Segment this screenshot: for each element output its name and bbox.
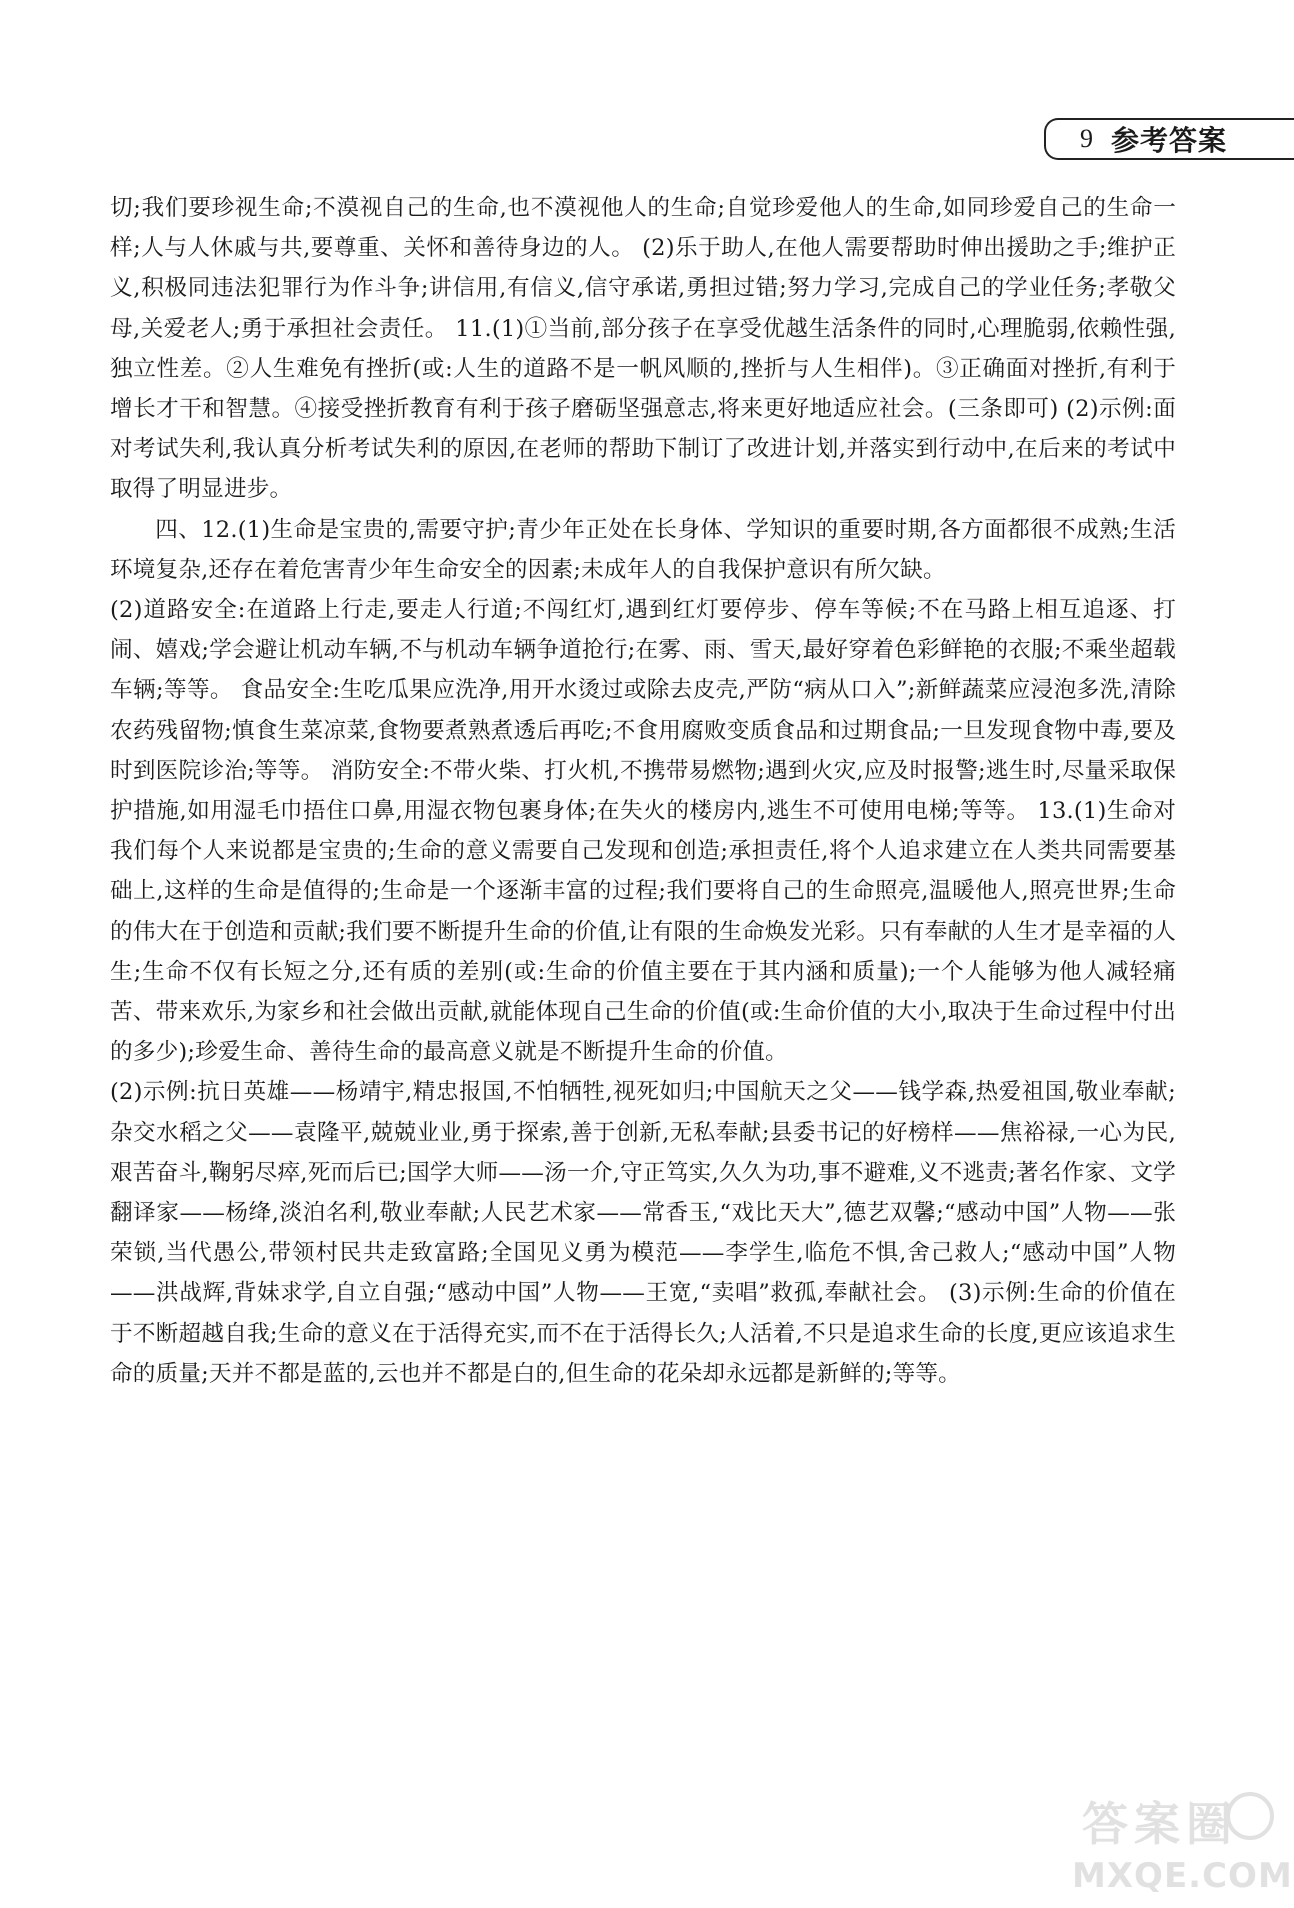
page-header-tab xyxy=(1044,118,1294,160)
watermark-top-text: 答案圈 xyxy=(1082,1797,1238,1851)
watermark-circle-icon xyxy=(1226,1792,1274,1840)
paragraph-continued-answers: 切;我们要珍视生命;不漠视自己的生命,也不漠视他人的生命;自觉珍爱他人的生命,如同珍爱自己的生命一样;人与人休戚与共,要尊重、关怀和善待身边的人。 (2)乐于助人,在他人需要帮助时伸出援助之手;维护正义,积极同违法犯罪行为作斗争;讲信用,有信义,信守承诺,勇担过错;努力学习,完成自己的学业任务;孝敬父母,关爱老人;勇于承担社会责任。 11.(1)①当前,部分孩子在享受优越生活条件的同时,心理脆弱,依赖性强,独立性差。②人生难免有挫折(或:人生的道路不是一帆风顺的,挫折与人生相伴)。③正确面对挫折,有利于增长才干和智慧。④接受挫折教育有利于孩子磨砺坚强意志,将来更好地适应社会。(三条即可) (2)示例:面对考试失利,我认真分析考试失利的原因,在老师的帮助下制订了改进计划,并落实到行动中,在后来的考试中取得了明显进步。 xyxy=(110,195,1176,503)
paragraph-question-12-part-2-and-13: (2)道路安全:在道路上行走,要走人行道;不闯红灯,遇到红灯要停步、停车等候;不在马路上相互追逐、打闹、嬉戏;学会避让机动车辆,不与机动车辆争道抢行;在雾、雨、雪天,最好穿着色彩鲜艳的衣服;不乘坐超载车辆;等等。 食品安全:生吃瓜果应洗净,用开水烫过或除去皮壳,严防“病从口入”;新鲜蔬菜应浸泡多洗,清除农药残留物;慎食生菜凉菜,食物要煮熟煮透后再吃;不食用腐败变质食品和过期食品;一旦发现食物中毒,要及时到医院诊治;等等。 消防安全:不带火柴、打火机,不携带易燃物;遇到火灾,应及时报警;逃生时,尽量采取保护措施,如用湿毛巾捂住口鼻,用湿衣物包裹身体;在失火的楼房内,逃生不可使用电梯;等等。 13.(1)生命对我们每个人来说都是宝贵的;生命的意义需要自己发现和创造;承担责任,将个人追求建立在人类共同需要基础上,这样的生命是值得的;生命是一个逐渐丰富的过程;我们要将自己的生命照亮,温暖他人,照亮世界;生命的伟大在于创造和贡献;我们要不断提升生命的价值,让有限的生命焕发光彩。只有奉献的人生才是幸福的人生;生命不仅有长短之分,还有质的差别(或:生命的价值主要在于其内涵和质量);一个人能够为他人减轻痛苦、带来欢乐,为家乡和社会做出贡献,就能体现自己生命的价值(或:生命价值的大小,取决于生命过程中付出的多少);珍爱生命、善待生命的最高意义就是不断提升生命的价值。 xyxy=(110,597,1176,1066)
paragraph-question-13-examples: (2)示例:抗日英雄——杨靖宇,精忠报国,不怕牺牲,视死如归;中国航天之父——钱学森,热爱祖国,敬业奉献;杂交水稻之父——袁隆平,兢兢业业,勇于探索,善于创新,无私奉献;县委书记的好榜样——焦裕禄,一心为民,艰苦奋斗,鞠躬尽瘁,死而后已;国学大师——汤一介,守正笃实,久久为功,事不避难,义不逃责;著名作家、文学翻译家——杨绛,淡泊名利,敬业奉献;人民艺术家——常香玉,“戏比天大”,德艺双馨;“感动中国”人物——张荣锁,当代愚公,带领村民共走致富路;全国见义勇为模范——李学生,临危不惧,舍己救人;“感动中国”人物——洪战辉,背妹求学,自立自强;“感动中国”人物——王宽,“卖唱”救孤,奉献社会。 (3)示例:生命的价值在于不断超越自我;生命的意义在于活得充实,而不在于活得长久;人活着,不只是追求生命的长度,更应该追求生命的质量;天并不都是蓝的,云也并不都是白的,但生命的花朵却永远都是新鲜的;等等。 xyxy=(110,1079,1176,1387)
section-title: 参考答案 xyxy=(1111,124,1228,157)
answer-text-body xyxy=(110,188,1176,1394)
paragraph-question-12-part-1: 四、12.(1)生命是宝贵的,需要守护;青少年正处在长身体、学知识的重要时期,各方面都很不成熟;生活环境复杂,还存在着危害青少年生命安全的因素;未成年人的自我保护意识有所欠缺。 xyxy=(110,516,1176,583)
page-number: 9 xyxy=(1080,124,1093,153)
site-watermark-logo xyxy=(1072,1788,1293,1898)
watermark-bottom-text: MXQE.COM xyxy=(1072,1856,1293,1896)
